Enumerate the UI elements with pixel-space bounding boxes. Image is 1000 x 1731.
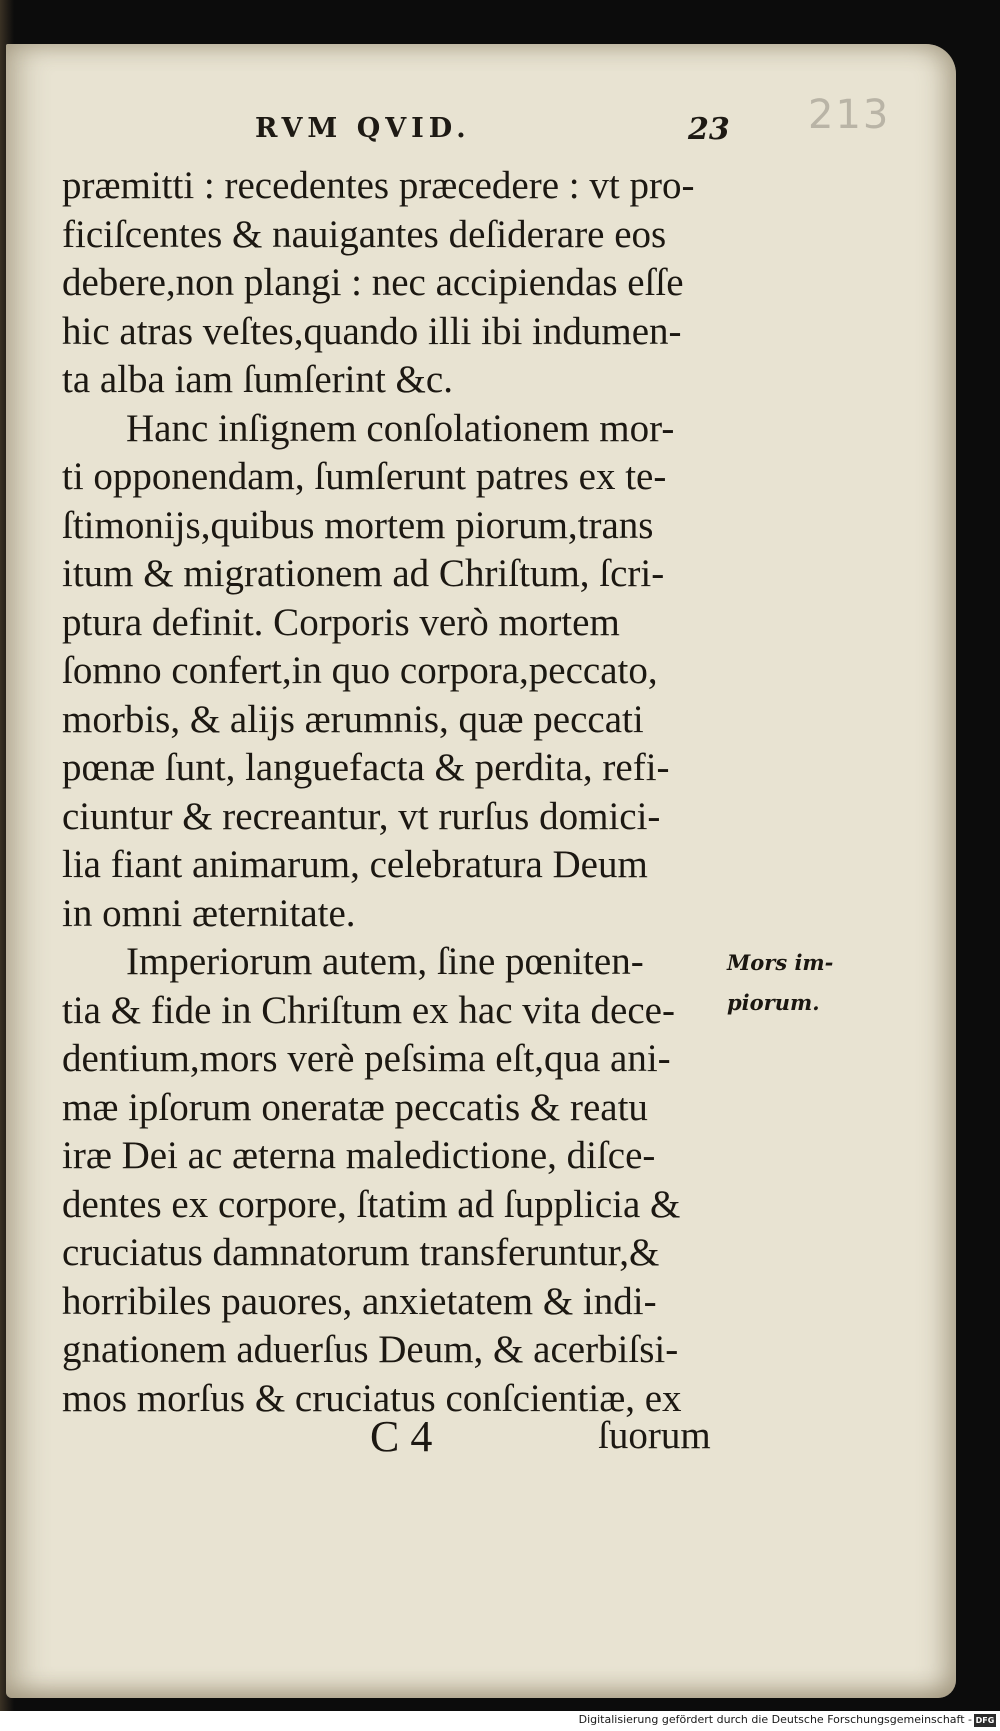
text-line: ta alba iam ſumſerint &c. [62, 358, 453, 401]
text-line: in omni æternitate. [62, 891, 356, 935]
pencil-folio-note: 213 [808, 92, 891, 138]
text-line: morbis, & alijs ærumnis, quæ peccati [62, 697, 644, 741]
text-line: debere,non plangi : nec accipiendas eſſe [62, 261, 684, 304]
text-line: hic atras veſtes,quando illi ibi indumen- [62, 309, 682, 353]
paragraph-start-line: Hanc inſignem conſolationem mor- [126, 406, 675, 450]
body-text [62, 162, 722, 1423]
paragraph-start-line: Imperiorum autem, ſine pœniten- [126, 940, 644, 983]
marginal-note-line-1: Mors im- [727, 950, 834, 975]
text-line: dentes ex corpore, ſtatim ad ſupplicia & [62, 1182, 681, 1226]
text-line: gnationem aduerſus Deum, & acerbiſsi- [62, 1328, 679, 1371]
dfg-logo: DFG [975, 1716, 995, 1725]
text-line: cruciatus damnatorum transferuntur,& [62, 1231, 660, 1274]
signature-mark: C 4 [370, 1412, 433, 1461]
text-line: ſomno confert,in quo corpora,peccato, [62, 649, 658, 692]
text-line: ſtimonijs,quibus mortem piorum,trans [62, 503, 654, 547]
funding-credit: Digitalisierung gefördert durch die Deutsche Forschungsgemeinschaft - [578, 1713, 972, 1726]
text-line: dentium,mors verè peſsima eſt,qua ani- [62, 1037, 671, 1080]
text-line: ti opponendam, ſumſerunt patres ex te- [62, 455, 667, 498]
folio-number: 23 [688, 112, 730, 147]
text-line: tia & fide in Chriſtum ex hac vita dece- [62, 988, 675, 1032]
catchword: ſuorum [598, 1414, 711, 1457]
marginal-note-line-2: piorum. [727, 990, 820, 1015]
text-line: ptura definit. Corporis verò mortem [62, 600, 620, 644]
text-line: mos morſus & cruciatus conſcientiæ, ex [62, 1376, 682, 1420]
text-line: ciuntur & recreantur, vt rurſus domici- [62, 794, 661, 838]
text-line: pœnæ ſunt, languefacta & perdita, refi- [62, 746, 670, 789]
text-line: itum & migrationem ad Chriſtum, ſcri- [62, 552, 665, 595]
text-line: præmitti : recedentes præcedere : vt pro- [62, 164, 695, 207]
text-line: iræ Dei ac æterna maledictione, diſce- [62, 1134, 656, 1177]
text-line: ficiſcentes & nauigantes deſiderare eos [62, 212, 667, 256]
text-line: lia fiant animarum, celebratura Deum [62, 843, 648, 886]
running-title: RVM QVID. [255, 113, 471, 144]
text-line: mæ ipſorum oneratæ peccatis & reatu [62, 1085, 648, 1129]
digitization-footer [0, 1711, 1000, 1731]
text-line: horribiles pauores, anxietatem & indi- [62, 1279, 657, 1323]
